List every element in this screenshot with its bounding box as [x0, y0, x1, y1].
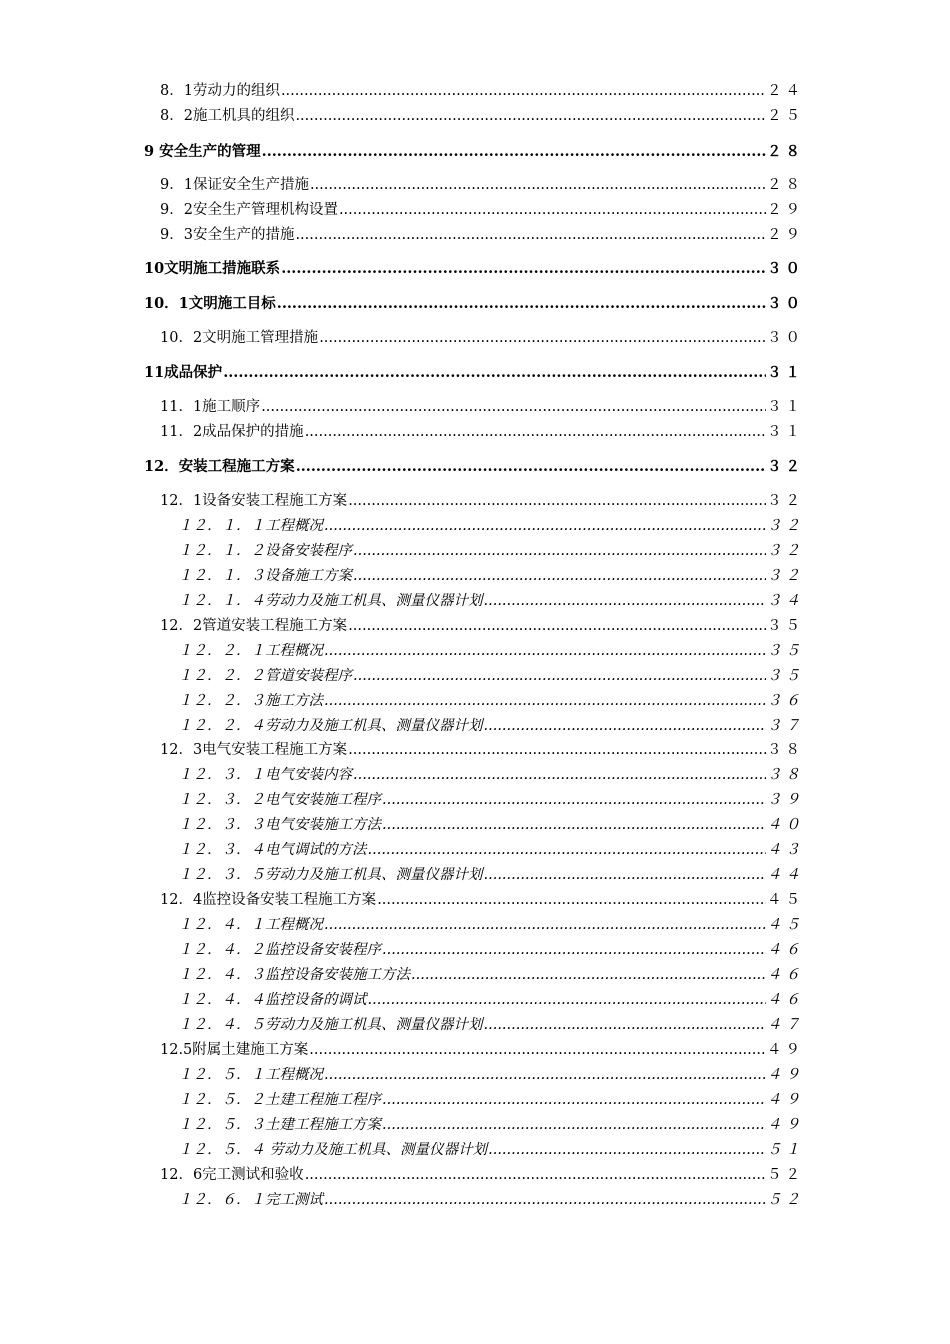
toc-entry[interactable]	[160, 421, 804, 443]
toc-entry[interactable]	[178, 1114, 804, 1136]
toc-entry[interactable]	[160, 105, 804, 127]
toc-entry-page: ４９	[767, 1067, 804, 1083]
toc-entry-page: ３１	[767, 399, 804, 415]
toc-entry[interactable]	[144, 362, 804, 384]
toc-entry-title: 8．1劳动力的组织	[160, 83, 280, 99]
toc-entry[interactable]	[160, 199, 804, 221]
toc-entry-page: ３７	[767, 718, 804, 734]
toc-entry-page: ３９	[767, 792, 804, 808]
dot-leader	[484, 590, 767, 612]
toc-entry-page: ４５	[767, 917, 804, 933]
dot-leader	[382, 789, 766, 811]
toc-entry-title: 12.5附属土建施工方案	[160, 1042, 309, 1058]
toc-entry-page: ４７	[767, 1017, 804, 1033]
dot-leader	[324, 1064, 766, 1086]
toc-entry[interactable]	[160, 396, 804, 418]
toc-entry-page: ２８	[767, 177, 804, 193]
toc-entry[interactable]	[178, 989, 804, 1011]
toc-entry[interactable]	[178, 839, 804, 861]
toc-entry-title: １２．１．３设备施工方案	[178, 568, 352, 584]
toc-entry-title: １２．４．５劳动力及施工机具、测量仪器计划	[178, 1017, 483, 1033]
toc-entry[interactable]	[178, 715, 804, 737]
toc-entry-page: ４６	[767, 992, 804, 1008]
toc-entry[interactable]	[144, 141, 804, 163]
toc-entry-page: ２４	[767, 83, 804, 99]
toc-entry-page: ４９	[767, 1092, 804, 1108]
toc-entry[interactable]	[178, 814, 804, 836]
toc-entry[interactable]	[160, 739, 804, 761]
toc-entry-title: 12．4监控设备安装工程施工方案	[160, 892, 377, 908]
toc-entry-page: ３２	[767, 493, 804, 509]
toc-entry-page: ２９	[767, 227, 804, 243]
dot-leader	[353, 764, 766, 786]
toc-entry-page: ３０	[767, 260, 804, 277]
dot-leader	[382, 939, 766, 961]
toc-entry-page: ２５	[767, 108, 804, 124]
toc-entry-title: １２．３．１电气安装内容	[178, 767, 352, 783]
dot-leader	[281, 80, 766, 102]
toc-entry[interactable]	[178, 914, 804, 936]
toc-entry-page: ３５	[767, 643, 804, 659]
toc-entry[interactable]	[144, 258, 804, 280]
toc-entry[interactable]	[178, 640, 804, 662]
toc-entry-page: ５２	[767, 1167, 804, 1183]
dot-leader	[261, 396, 766, 418]
toc-entry-page: ３５	[767, 668, 804, 684]
dot-leader	[281, 258, 766, 280]
toc-entry[interactable]	[178, 665, 804, 687]
dot-leader	[382, 1114, 766, 1136]
toc-entry-title: 10．2文明施工管理措施	[160, 330, 319, 346]
dot-leader	[295, 105, 766, 127]
toc-entry[interactable]	[160, 490, 804, 512]
dot-leader	[309, 1039, 766, 1061]
toc-entry-title: １２．３．３电气安装施工方法	[178, 817, 381, 833]
toc-entry[interactable]	[178, 1089, 804, 1111]
toc-entry[interactable]	[178, 964, 804, 986]
dot-leader	[324, 914, 766, 936]
toc-entry[interactable]	[178, 515, 804, 537]
dot-leader	[368, 989, 767, 1011]
toc-entry-title: １２．５．３土建工程施工方案	[178, 1117, 381, 1133]
toc-entry-title: １２．１．１工程概况	[178, 518, 323, 534]
toc-entry-title: 11．2成品保护的措施	[160, 424, 304, 440]
toc-entry-title: １２．５．２土建工程施工程序	[178, 1092, 381, 1108]
toc-entry[interactable]	[178, 864, 804, 886]
toc-entry[interactable]	[160, 1164, 804, 1186]
dot-leader	[324, 690, 766, 712]
dot-leader	[382, 814, 766, 836]
dot-leader	[319, 327, 766, 349]
toc-entry-title: １２．５．４ 劳动力及施工机具、测量仪器计划	[178, 1142, 488, 1158]
toc-entry-page: ４４	[767, 867, 804, 883]
toc-entry-page: ３５	[767, 618, 804, 634]
dot-leader	[223, 362, 766, 384]
dot-leader	[305, 1164, 766, 1186]
toc-entry-title: 12．6完工测试和验收	[160, 1167, 304, 1183]
toc-entry[interactable]	[144, 456, 804, 478]
toc-entry-title: 12．3电气安装工程施工方案	[160, 742, 348, 758]
toc-entry[interactable]	[178, 1189, 804, 1211]
toc-entry-title: １２．２．２管道安装程序	[178, 668, 352, 684]
toc-entry[interactable]	[178, 1139, 804, 1161]
toc-entry[interactable]	[178, 540, 804, 562]
dot-leader	[353, 540, 766, 562]
dot-leader	[262, 141, 766, 163]
dot-leader	[368, 839, 767, 861]
toc-entry-title: 9 安全生产的管理	[144, 143, 261, 160]
toc-entry[interactable]	[178, 690, 804, 712]
dot-leader	[411, 964, 766, 986]
toc-entry[interactable]	[160, 224, 804, 246]
toc-entry-page: ３２	[767, 458, 804, 475]
toc-entry-title: 10文明施工措施联系	[144, 260, 281, 277]
toc-entry-title: 10．1文明施工目标	[144, 295, 276, 312]
dot-leader	[484, 864, 767, 886]
toc-entry-page: ３２	[767, 543, 804, 559]
toc-entry-title: １２．６．１完工测试	[178, 1192, 323, 1208]
toc-entry[interactable]	[160, 174, 804, 196]
toc-entry-page: ４９	[767, 1117, 804, 1133]
dot-leader	[377, 889, 766, 911]
toc-entry[interactable]	[160, 1039, 804, 1061]
toc-entry-page: ３０	[767, 295, 804, 312]
toc-entry[interactable]	[178, 1064, 804, 1086]
toc-entry[interactable]	[178, 565, 804, 587]
dot-leader	[296, 456, 766, 478]
toc-entry-page: ３４	[767, 593, 804, 609]
dot-leader	[324, 515, 766, 537]
toc-entry-page: ３０	[767, 330, 804, 346]
toc-entry-title: 12．2管道安装工程施工方案	[160, 618, 348, 634]
toc-entry-title: １２．３．４电气调试的方法	[178, 842, 367, 858]
toc-entry[interactable]	[178, 1014, 804, 1036]
toc-entry-title: 8．2施工机具的组织	[160, 108, 295, 124]
dot-leader	[310, 174, 766, 196]
toc-entry-title: １２．１．２设备安装程序	[178, 543, 352, 559]
toc-entry-title: １２．４．４监控设备的调试	[178, 992, 367, 1008]
toc-entry-page: ３８	[767, 742, 804, 758]
toc-entry[interactable]	[160, 889, 804, 911]
toc-entry[interactable]	[178, 939, 804, 961]
toc-entry-title: 11．1施工顺序	[160, 399, 261, 415]
dot-leader	[348, 739, 766, 761]
dot-leader	[348, 490, 766, 512]
toc-entry-page: ３８	[767, 767, 804, 783]
toc-entry[interactable]	[160, 80, 804, 102]
toc-entry-page: ４６	[767, 967, 804, 983]
toc-entry-page: ４３	[767, 842, 804, 858]
toc-entry-page: ３１	[767, 364, 804, 381]
toc-entry-title: 9．2安全生产管理机构设置	[160, 202, 338, 218]
toc-entry[interactable]	[178, 764, 804, 786]
toc-entry-page: ３２	[767, 568, 804, 584]
toc-entry-page: ３２	[767, 518, 804, 534]
toc-entry-page: ４０	[767, 817, 804, 833]
toc-entry-page: ２８	[767, 143, 804, 160]
toc-entry-title: 12．1设备安装工程施工方案	[160, 493, 348, 509]
toc-entry[interactable]	[178, 789, 804, 811]
dot-leader	[484, 1014, 767, 1036]
dot-leader	[353, 665, 766, 687]
toc-entry-title: １２．４．３监控设备安装施工方法	[178, 967, 410, 983]
toc-entry-page: ５２	[767, 1192, 804, 1208]
toc-entry-page: ４５	[767, 892, 804, 908]
toc-entry-title: 12．安装工程施工方案	[144, 458, 295, 475]
toc-entry-title: １２．１．４劳动力及施工机具、测量仪器计划	[178, 593, 483, 609]
toc-entry-page: ３１	[767, 424, 804, 440]
toc-entry-title: 9．1保证安全生产措施	[160, 177, 309, 193]
toc-entry-page: ４６	[767, 942, 804, 958]
toc-entry-page: ２９	[767, 202, 804, 218]
toc-entry[interactable]	[144, 293, 804, 315]
toc-entry-title: １２．５．１工程概况	[178, 1067, 323, 1083]
dot-leader	[277, 293, 766, 315]
dot-leader	[324, 1189, 766, 1211]
toc-entry-page: ４９	[767, 1042, 804, 1058]
toc-entry-title: １２．２．１工程概况	[178, 643, 323, 659]
dot-leader	[305, 421, 766, 443]
dot-leader	[488, 1139, 766, 1161]
dot-leader	[339, 199, 766, 221]
toc-entry[interactable]	[160, 615, 804, 637]
dot-leader	[348, 615, 766, 637]
toc-entry-page: ３６	[767, 693, 804, 709]
dot-leader	[324, 640, 766, 662]
toc-entry[interactable]	[178, 590, 804, 612]
dot-leader	[353, 565, 766, 587]
toc-entry-title: 11成品保护	[144, 364, 223, 381]
toc-entry-title: １２．２．４劳动力及施工机具、测量仪器计划	[178, 718, 483, 734]
toc-entry-title: １２．３．２电气安装施工程序	[178, 792, 381, 808]
toc-entry-title: １２．４．２监控设备安装程序	[178, 942, 381, 958]
dot-leader	[382, 1089, 766, 1111]
toc-entry-title: 9．3安全生产的措施	[160, 227, 295, 243]
dot-leader	[484, 715, 767, 737]
toc-entry-title: １２．４．１工程概况	[178, 917, 323, 933]
toc-entry[interactable]	[160, 327, 804, 349]
toc-entry-title: １２．２．３施工方法	[178, 693, 323, 709]
toc-entry-title: １２．３．５劳动力及施工机具、测量仪器计划	[178, 867, 483, 883]
dot-leader	[295, 224, 766, 246]
toc-entry-page: ５１	[767, 1142, 804, 1158]
